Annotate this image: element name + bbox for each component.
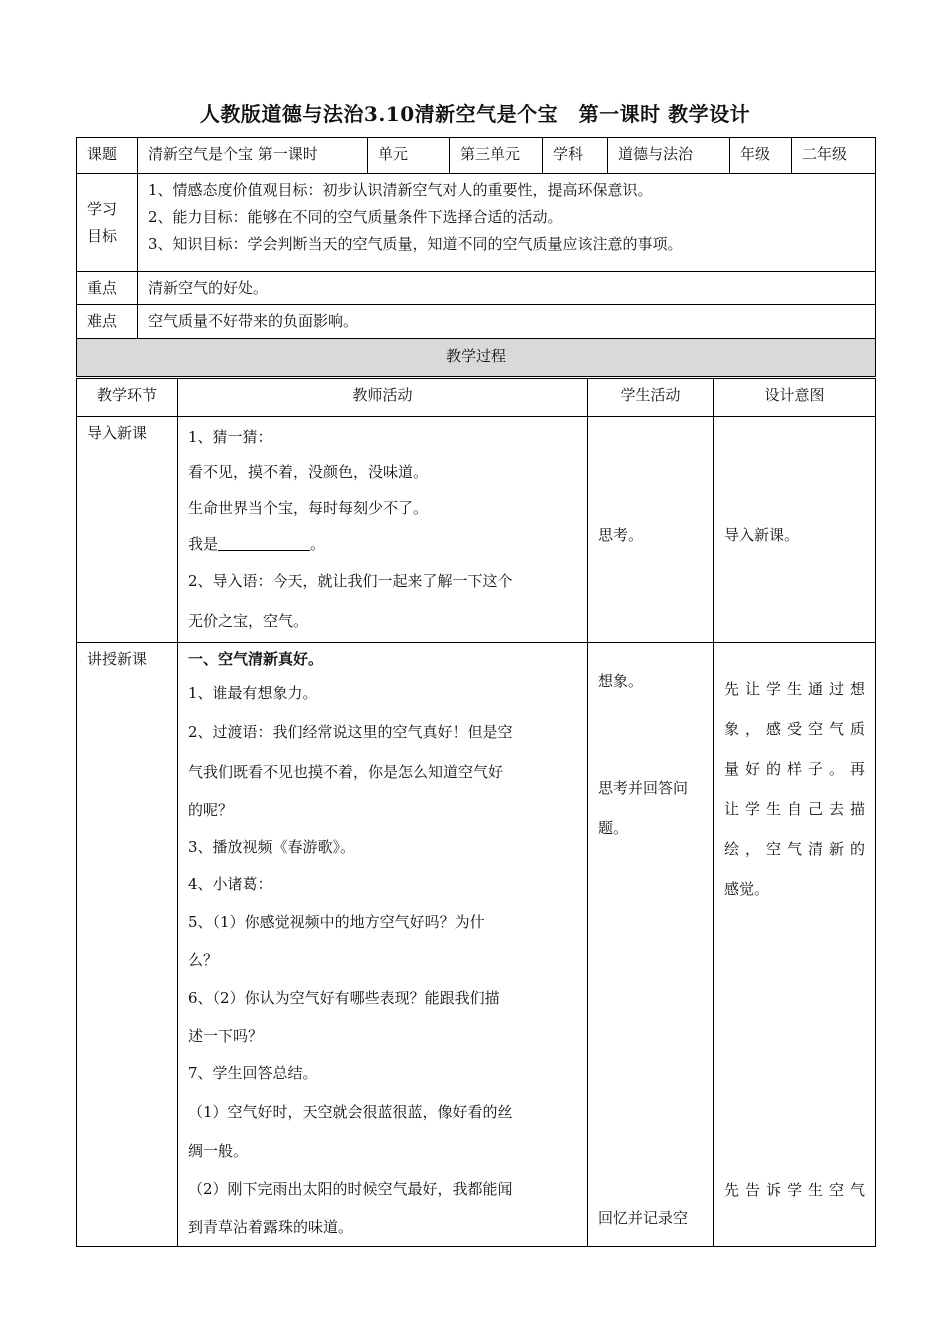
intro-stage: 导入新课 <box>77 417 178 643</box>
unit-value: 第三单元 <box>450 138 543 174</box>
key-point-value: 清新空气的好处。 <box>138 272 876 305</box>
intent-line: 感觉。 <box>724 880 770 898</box>
lecture-line: （1）空气好时，天空就会很蓝很蓝，像好看的丝 <box>188 1103 513 1121</box>
riddle-prefix: 我是 <box>188 535 219 553</box>
grade-value: 二年级 <box>792 138 876 174</box>
difficulty-value: 空气质量不好带来的负面影响。 <box>138 305 876 339</box>
lecture-line: 么？ <box>188 951 219 969</box>
process-table <box>76 378 876 1247</box>
intro-line: 1、猜一猜： <box>188 428 273 446</box>
grade-label: 年级 <box>730 138 792 174</box>
subject-value: 道德与法治 <box>608 138 730 174</box>
goals-label <box>77 174 138 272</box>
col-header-student: 学生活动 <box>588 379 714 417</box>
goal-item: 2、能力目标：能够在不同的空气质量条件下选择合适的活动。 <box>148 208 563 226</box>
lecture-section-heading: 一、空气清新真好。 <box>188 650 324 668</box>
difficulty-label: 难点 <box>77 305 138 339</box>
answer-blank <box>218 534 310 551</box>
topic-label: 课题 <box>77 138 138 174</box>
student-item: 题。 <box>598 819 629 837</box>
lecture-line: 1、谁最有想象力。 <box>188 684 318 702</box>
lecture-line: 5、（1）你感觉视频中的地方空气好吗？为什 <box>188 913 485 931</box>
lecture-design-intent <box>714 643 876 1247</box>
page-title: 人教版道德与法治3.10清新空气是个宝 第一课时 教学设计 <box>199 102 751 126</box>
intro-teacher-activity <box>178 417 588 643</box>
col-header-stage: 教学环节 <box>77 379 178 417</box>
intro-design-intent: 导入新课。 <box>714 417 876 643</box>
intent-line: 象，感受空气质 <box>724 720 865 738</box>
intro-line: 2、导入语：今天，就让我们一起来了解一下这个 <box>188 572 513 590</box>
student-item: 思考并回答问 <box>598 779 689 797</box>
lecture-line: 气我们既看不见也摸不着，你是怎么知道空气好 <box>188 763 504 781</box>
process-heading: 教学过程 <box>77 339 876 377</box>
intro-line: 无价之宝，空气。 <box>188 612 309 630</box>
lecture-student-activity <box>588 643 714 1247</box>
lecture-line: 的呢？ <box>188 801 234 819</box>
lecture-line: 2、过渡语：我们经常说这里的空气真好！但是空 <box>188 723 513 741</box>
lecture-line: （2）刚下完雨出太阳的时候空气最好，我都能闻 <box>188 1180 513 1198</box>
key-point-label: 重点 <box>77 272 138 305</box>
intro-student-activity: 思考。 <box>588 417 714 643</box>
info-table <box>76 137 876 377</box>
goals-list <box>138 174 876 272</box>
intro-riddle-answer <box>188 526 579 562</box>
goal-item: 3、知识目标：学会判断当天的空气质量，知道不同的空气质量应该注意的事项。 <box>148 235 683 253</box>
topic-value: 清新空气是个宝 第一课时 <box>138 138 368 174</box>
lecture-line: 4、小诸葛： <box>188 875 273 893</box>
unit-label: 单元 <box>368 138 450 174</box>
lecture-line: 到青草沾着露珠的味道。 <box>188 1218 354 1236</box>
intent-line: 先告诉学生空气 <box>724 1181 865 1199</box>
lecture-line: 7、学生回答总结。 <box>188 1064 318 1082</box>
lecture-teacher-activity <box>178 643 588 1247</box>
intro-line: 看不见，摸不着，没颜色，没味道。 <box>188 463 429 481</box>
col-header-teacher: 教师活动 <box>178 379 588 417</box>
lecture-line: 3、播放视频《春游歌》。 <box>188 838 356 856</box>
student-item: 想象。 <box>598 672 644 690</box>
subject-label: 学科 <box>543 138 608 174</box>
lecture-line: 绸一般。 <box>188 1142 249 1160</box>
intent-line: 量好的样子。再 <box>724 760 865 778</box>
intent-line: 绘，空气清新的 <box>724 840 865 858</box>
goal-item: 1、情感态度价值观目标：初步认识清新空气对人的重要性，提高环保意识。 <box>148 181 653 199</box>
col-header-intent: 设计意图 <box>714 379 876 417</box>
riddle-suffix: 。 <box>310 535 326 553</box>
intent-line: 让学生自己去描 <box>724 800 865 818</box>
lecture-line: 6、（2）你认为空气好有哪些表现？能跟我们描 <box>188 989 500 1007</box>
lecture-line: 述一下吗？ <box>188 1027 264 1045</box>
student-item: 回忆并记录空 <box>598 1209 689 1227</box>
goals-label-line2: 目标 <box>87 226 118 245</box>
intent-line: 先让学生通过想 <box>724 680 865 698</box>
goals-label-line1: 学习 <box>87 199 118 218</box>
intro-line: 生命世界当个宝，每时每刻少不了。 <box>188 499 429 517</box>
lecture-stage: 讲授新课 <box>77 643 178 1247</box>
